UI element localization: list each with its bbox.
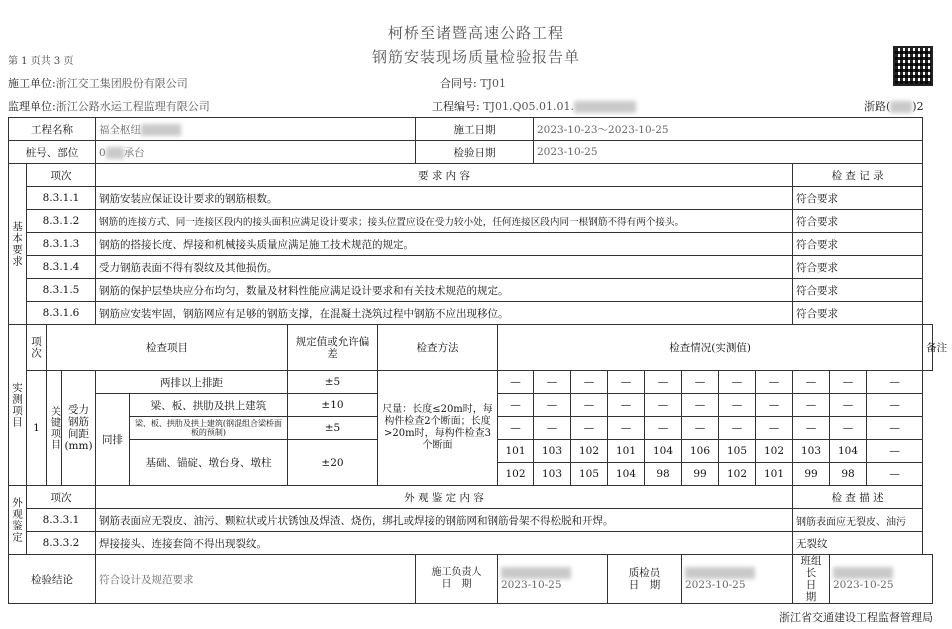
inspector-label: 质检员 (628, 567, 661, 579)
check-item-name: 基础、锚碇、墩台身、墩柱 (130, 440, 288, 486)
result-cell: — (719, 394, 756, 417)
qr-code-icon (893, 46, 933, 86)
basic-row-record: 符合要求 (793, 256, 923, 279)
leader-date-label: 日 期 (441, 579, 472, 590)
project-no-value: TJ01.Q05.01.01. (483, 100, 574, 113)
project-name-value: 福全枢纽 (99, 123, 141, 136)
contract-no-label: 合同号: (440, 77, 477, 90)
result-cell: — (571, 371, 608, 394)
check-item-tolerance: ±20 (288, 440, 378, 486)
result-cell: 104 (645, 440, 682, 463)
location-cell (96, 141, 416, 164)
result-cell: 103 (534, 440, 571, 463)
contract-no-value: TJ01 (480, 77, 506, 90)
result-cell: — (534, 417, 571, 440)
result-cell: — (756, 371, 793, 394)
contractor-line (8, 75, 188, 91)
result-cell: — (571, 394, 608, 417)
basic-row-record: 符合要求 (793, 279, 923, 302)
result-cell: — (830, 417, 867, 440)
supervisor-label: 监理单位: (8, 100, 56, 113)
team-sign-cell (830, 555, 933, 604)
force-spacing-label: 受力钢筋间距(mm) (62, 371, 96, 486)
basic-row-record: 符合要求 (793, 187, 923, 210)
appearance-row-desc: 无裂纹 (793, 532, 923, 555)
remark-cell: — (867, 463, 923, 486)
leader-date: 2023-10-25 (501, 579, 562, 591)
result-cell: — (645, 371, 682, 394)
result-cell: 102 (498, 463, 534, 486)
basic-row-no: 8.3.1.5 (27, 279, 96, 302)
footer-authority: 浙江省交通建设工程监督管理局 (779, 611, 933, 624)
basic-row (9, 279, 933, 302)
signature-redaction (501, 567, 571, 579)
result-cell: — (756, 417, 793, 440)
team-date-label: 日 期 (805, 579, 827, 603)
result-cell: 98 (645, 463, 682, 486)
measured-row-1 (9, 371, 933, 394)
result-cell: 105 (571, 463, 608, 486)
route-suffix: )2 (912, 100, 924, 113)
inspector-sign-cell (682, 555, 793, 604)
basic-row-no: 8.3.1.1 (27, 187, 96, 210)
result-cell: — (793, 417, 830, 440)
result-cell: — (719, 417, 756, 440)
basic-row-record: 符合要求 (793, 210, 923, 233)
basic-row-content: 钢筋的保护层垫块应分布均匀，数量及材料性能应满足设计要求和有关技术规范的规定。 (96, 279, 793, 302)
result-cell: — (498, 371, 534, 394)
appearance-row-desc: 钢筋表面应无裂皮、油污 (793, 509, 923, 532)
info-row-1 (9, 118, 933, 141)
conclusion-row (9, 555, 933, 604)
result-cell: — (608, 417, 645, 440)
project-no-line (432, 98, 636, 114)
basic-row (9, 256, 933, 279)
basic-row-content: 钢筋的连接方式、同一连接区段内的接头面积应满足设计要求；接头位置应设在受力较小处，任何连接区段内同一根钢筋不得有两个接头。 (96, 210, 793, 233)
result-cell: 104 (830, 440, 867, 463)
result-cell: — (830, 371, 867, 394)
leader-cell (416, 555, 498, 604)
appearance-row-no: 8.3.3.2 (27, 532, 96, 555)
result-cell: — (534, 371, 571, 394)
conclusion-value: 符合设计及规范要求 (96, 555, 416, 604)
appearance-row-content: 焊接接头、连接套筒不得出现裂纹。 (96, 532, 793, 555)
check-method-text: 尺量：长度≤20m时，每构件检查2个断面；长度>20m时，每构件检查3个断面 (378, 371, 498, 486)
result-cell: 103 (793, 440, 830, 463)
result-cell: 101 (608, 440, 645, 463)
team-date: 2023-10-25 (833, 579, 894, 591)
construction-date-label: 施工日期 (416, 118, 534, 141)
basic-row (9, 302, 933, 325)
remark-cell: — (867, 394, 923, 417)
result-cell: — (830, 394, 867, 417)
result-cell: — (793, 394, 830, 417)
inspector-cell (608, 555, 682, 604)
report-table (8, 117, 948, 604)
measured-col-method: 检查方法 (378, 325, 498, 371)
supervisor-line (8, 98, 210, 114)
team-cell (793, 555, 830, 604)
team-label: 班组长 (800, 555, 822, 579)
result-cell: — (571, 417, 608, 440)
contractor-value: 浙江交工集团股份有限公司 (55, 77, 188, 90)
inspection-date-value: 2023-10-25 (534, 141, 923, 164)
result-cell: — (534, 394, 571, 417)
redaction (106, 147, 124, 159)
inspection-date-label: 检验日期 (416, 141, 534, 164)
contract-no-line (440, 75, 506, 91)
basic-row-no: 8.3.1.2 (27, 210, 96, 233)
project-title: 柯桥至诸暨高速公路工程 (387, 24, 564, 42)
redaction (574, 101, 636, 113)
measured-col-check-item: 检查项目 (47, 325, 288, 371)
result-cell: — (608, 394, 645, 417)
result-cell: — (498, 417, 534, 440)
location-suffix: 承台 (123, 146, 145, 159)
contractor-label: 施工单位: (8, 77, 56, 90)
supervisor-value: 浙江公路水运工程监理有限公司 (55, 100, 210, 113)
measured-col-item: 项次 (27, 325, 47, 371)
project-no-label: 工程编号: (432, 100, 480, 113)
result-cell: 105 (719, 440, 756, 463)
appearance-col-content: 外 观 鉴 定 内 容 (96, 486, 793, 509)
result-cell: — (719, 371, 756, 394)
result-cell: — (682, 394, 719, 417)
basic-row-no: 8.3.1.4 (27, 256, 96, 279)
measured-col-tolerance: 规定值或允许偏差 (288, 325, 378, 371)
result-cell: 102 (571, 440, 608, 463)
result-cell: 101 (498, 440, 534, 463)
basic-row-content: 钢筋应安装牢固，钢筋网应有足够的钢筋支撑，在混凝土浇筑过程中钢筋不应出现移位。 (96, 302, 793, 325)
result-cell: 101 (756, 463, 793, 486)
basic-row-record: 符合要求 (793, 302, 923, 325)
basic-row (9, 233, 933, 256)
construction-date-value: 2023-10-23～2023-10-25 (534, 118, 923, 141)
route-no-line (864, 98, 924, 114)
result-cell: 98 (830, 463, 867, 486)
result-cell: — (793, 371, 830, 394)
check-item-name: 梁、板、拱肋及拱上建筑(钢混组合梁桥面板的预制) (130, 417, 288, 440)
appearance-col-desc: 检 查 描 述 (793, 486, 923, 509)
basic-row-content: 钢筋的搭接长度、焊接和机械接头质量应满足施工技术规范的规定。 (96, 233, 793, 256)
inspector-date: 2023-10-25 (685, 579, 746, 591)
basic-row-no: 8.3.1.6 (27, 302, 96, 325)
result-cell: 102 (756, 440, 793, 463)
result-cell: 106 (682, 440, 719, 463)
redaction (890, 101, 912, 113)
appearance-row (9, 509, 933, 532)
info-row-2 (9, 141, 933, 164)
result-cell: — (645, 394, 682, 417)
result-cell: — (756, 394, 793, 417)
measured-header-row (9, 325, 933, 371)
result-cell: — (682, 417, 719, 440)
basic-col-content: 要 求 内 容 (96, 164, 793, 187)
result-cell: — (645, 417, 682, 440)
signature-redaction (685, 567, 755, 579)
appearance-header-row (9, 486, 933, 509)
leader-label: 施工负责人 (431, 567, 482, 578)
basic-row-content: 受力钢筋表面不得有裂纹及其他损伤。 (96, 256, 793, 279)
redaction (141, 124, 181, 136)
check-item-tolerance: ±5 (288, 417, 378, 440)
measured-col-remark: 备注 (923, 325, 933, 371)
basic-section-label: 基本要求 (9, 164, 27, 325)
appearance-section-label: 外观鉴定 (9, 486, 27, 555)
project-name-label: 工程名称 (9, 118, 96, 141)
result-cell: 99 (682, 463, 719, 486)
page-info: 第 1 页共 3 页 (8, 56, 74, 67)
leader-sign-cell (498, 555, 608, 604)
result-cell: — (682, 371, 719, 394)
route-label: 浙路( (864, 100, 891, 113)
result-cell: 103 (534, 463, 571, 486)
appearance-row-no: 8.3.3.1 (27, 509, 96, 532)
remark-cell: — (867, 440, 923, 463)
basic-row-record: 符合要求 (793, 233, 923, 256)
check-item-tolerance: ±10 (288, 394, 378, 417)
location-label: 桩号、部位 (9, 141, 96, 164)
key-item-label: 关键项目 (47, 371, 62, 486)
basic-row-no: 8.3.1.3 (27, 233, 96, 256)
measured-item-no: 1 (27, 371, 47, 486)
appearance-col-item: 项次 (27, 486, 96, 509)
measured-col-results: 检查情况(实测值) (498, 325, 923, 371)
inspector-date-label: 日 期 (628, 579, 661, 591)
result-cell: 99 (793, 463, 830, 486)
remark-cell: — (867, 417, 923, 440)
measured-section-label: 实测项目 (9, 325, 27, 486)
result-cell: — (608, 371, 645, 394)
check-item-name: 梁、板、拱肋及拱上建筑 (130, 394, 288, 417)
conclusion-label: 检验结论 (9, 555, 96, 604)
project-name-cell (96, 118, 416, 141)
basic-row (9, 210, 933, 233)
check-item-name: 两排以上排距 (96, 371, 288, 394)
check-item-tolerance: ±5 (288, 371, 378, 394)
basic-col-item: 项次 (27, 164, 96, 187)
same-row-label: 同排 (96, 394, 130, 486)
result-cell: — (498, 394, 534, 417)
remark-cell: — (867, 371, 923, 394)
result-cell: 102 (719, 463, 756, 486)
basic-header-row (9, 164, 933, 187)
appearance-row (9, 532, 933, 555)
basic-row-content: 钢筋安装应保证设计要求的钢筋根数。 (96, 187, 793, 210)
result-cell: 104 (608, 463, 645, 486)
basic-row (9, 187, 933, 210)
report-title: 钢筋安装现场质量检验报告单 (371, 48, 580, 66)
location-prefix: 0 (99, 146, 106, 159)
basic-col-record: 检 查 记 录 (793, 164, 923, 187)
signature-redaction (833, 567, 893, 579)
appearance-row-content: 钢筋表面应无裂皮、油污、颗粒状或片状锈蚀及焊渣、烧伤，绑扎或焊接的钢筋网和钢筋骨架不得松脱和开焊。 (96, 509, 793, 532)
